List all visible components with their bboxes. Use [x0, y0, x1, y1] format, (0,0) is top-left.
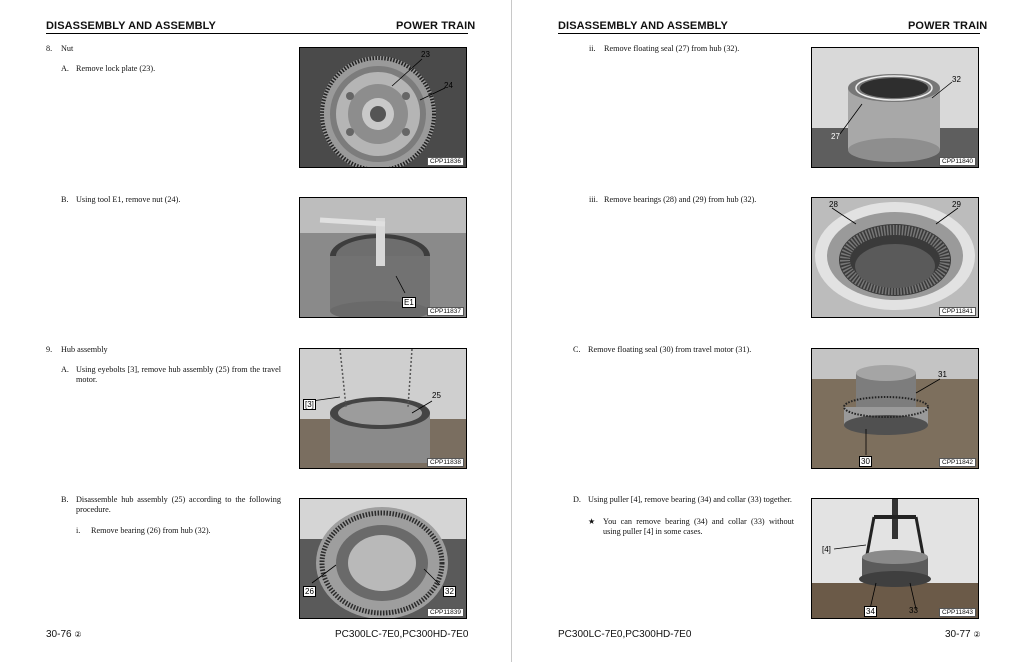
photo-illustration [300, 349, 466, 468]
substep-text: Remove floating seal (27) from hub (32). [604, 44, 740, 53]
photo-code: CPP11837 [427, 307, 464, 316]
page-number-value: 30-76 [46, 629, 72, 640]
photo-code: CPP11843 [939, 608, 976, 617]
step-number: 9. [46, 345, 53, 354]
step-number: 8. [46, 44, 53, 53]
note-text: You can remove bearing (34) and collar (33) without using puller [4] in some cases. [603, 517, 794, 536]
callout-label: 27 [831, 132, 840, 141]
chapter-title: POWER TRAIN [396, 20, 476, 32]
section-title: DISASSEMBLY AND ASSEMBLY [558, 20, 728, 32]
callout-label: 25 [432, 391, 441, 400]
substep-roman: iii. [589, 195, 598, 204]
photo-code: CPP11838 [427, 458, 464, 467]
photo-illustration [300, 499, 466, 618]
callout-label: [4] [822, 545, 831, 554]
photo-floating-seal-motor [811, 348, 979, 469]
revision-mark: ② [973, 630, 981, 639]
step-title: Nut [61, 44, 74, 53]
callout-label: 23 [421, 50, 430, 59]
substep-text: Using puller [4], remove bearing (34) and collar (33) together. [588, 495, 792, 504]
substep-text: Using eyebolts [3], remove hub assembly (25) from the travel motor. [76, 365, 281, 384]
callout-label: 28 [829, 200, 838, 209]
substep-text: Remove floating seal (30) from travel motor (31). [588, 345, 752, 354]
photo-remove-nut [299, 197, 467, 318]
photo-bearings-hub [811, 197, 979, 318]
callout-label: 32 [952, 75, 961, 84]
callout-label: 30 [861, 457, 870, 466]
photo-remove-bearing [299, 498, 467, 619]
callout-label: E1 [404, 298, 414, 307]
substep-text: Remove bearing (26) from hub (32). [91, 526, 211, 535]
header-rule [558, 33, 980, 34]
photo-code: CPP11839 [427, 608, 464, 617]
page-number [46, 629, 82, 640]
substep-letter: A. [61, 64, 69, 73]
photo-code: CPP11841 [939, 307, 976, 316]
photo-puller [811, 498, 979, 619]
photo-code: CPP11840 [939, 157, 976, 166]
photo-illustration [812, 198, 978, 317]
substep-letter: B. [61, 195, 69, 204]
callout-label: 32 [445, 587, 454, 596]
callout-label: 33 [909, 606, 918, 615]
note-star-icon: ★ [588, 517, 596, 526]
substep-roman: ii. [589, 44, 596, 53]
page-number-value: 30-77 [945, 629, 971, 640]
photo-illustration [300, 48, 466, 167]
revision-mark: ② [74, 630, 82, 639]
page-number [945, 629, 981, 640]
substep-text: Remove lock plate (23). [76, 64, 156, 73]
photo-illustration [812, 499, 978, 618]
callout-label: [3] [305, 400, 314, 409]
photo-illustration [812, 48, 978, 167]
photo-code: CPP11836 [427, 157, 464, 166]
right-page [512, 0, 1024, 662]
substep-text: Remove bearings (28) and (29) from hub (32). [604, 195, 757, 204]
callout-label: 31 [938, 370, 947, 379]
substep-letter: B. [61, 495, 69, 504]
substep-text: Disassemble hub assembly (25) according to the following procedure. [76, 495, 281, 514]
substep-letter: D. [573, 495, 581, 504]
photo-illustration [812, 349, 978, 468]
substep-roman: i. [76, 526, 81, 535]
photo-hub-assembly [299, 348, 467, 469]
substep-text: Using tool E1, remove nut (24). [76, 195, 181, 204]
substep-letter: A. [61, 365, 69, 374]
header-rule [46, 33, 468, 34]
photo-floating-seal-hub [811, 47, 979, 168]
callout-label: 34 [866, 607, 875, 616]
callout-label: 24 [444, 81, 453, 90]
section-title: DISASSEMBLY AND ASSEMBLY [46, 20, 216, 32]
callout-label: 26 [305, 587, 314, 596]
chapter-title: POWER TRAIN [908, 20, 988, 32]
photo-illustration [300, 198, 466, 317]
photo-lock-plate [299, 47, 467, 168]
step-title: Hub assembly [61, 345, 108, 354]
model-name: PC300LC-7E0,PC300HD-7E0 [558, 629, 692, 640]
substep-letter: C. [573, 345, 581, 354]
callout-label: 29 [952, 200, 961, 209]
photo-code: CPP11842 [939, 458, 976, 467]
model-name: PC300LC-7E0,PC300HD-7E0 [335, 629, 469, 640]
